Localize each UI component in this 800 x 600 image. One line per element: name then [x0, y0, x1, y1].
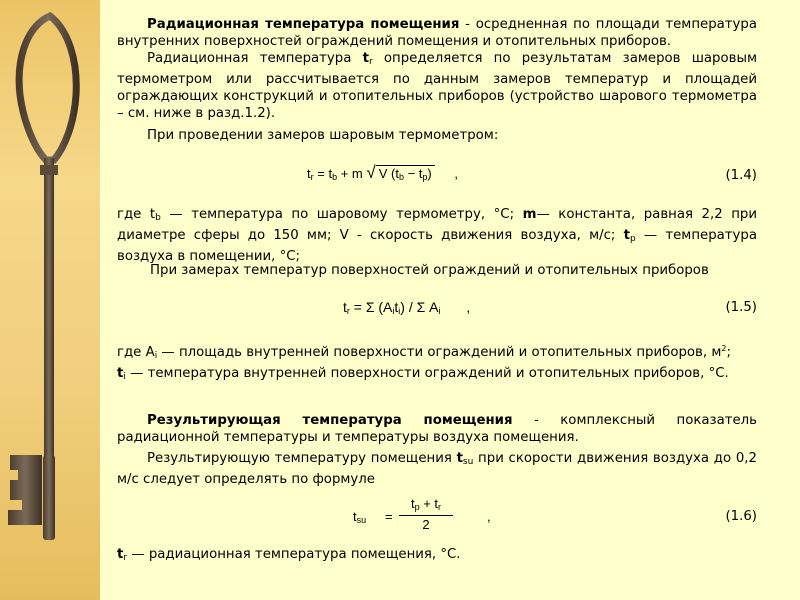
subscript: r — [346, 306, 350, 316]
formula-symbol: t — [343, 299, 347, 315]
key-icon — [0, 0, 100, 600]
formula-symbol: t — [410, 496, 415, 511]
formula-lhs — [353, 509, 366, 525]
equation-number-1-5: (1.5) — [725, 300, 757, 315]
equation-number-1-6: (1.6) — [725, 509, 757, 524]
text-segment: — температура по шаровому термометру, — [160, 207, 494, 222]
subscript: su — [356, 515, 367, 525]
paragraph-globe-measurement: При проведении замеров шаровым термометром: — [147, 128, 499, 143]
formula-1-4 — [307, 163, 458, 183]
subscript: b — [155, 213, 161, 223]
formula-symbol: = t — [313, 166, 333, 181]
term-radiation-temperature: Радиационная температура помещения — [147, 17, 460, 32]
term-resulting-temperature: Результирующая температура помещения — [147, 413, 513, 428]
sqrt-content — [376, 165, 435, 181]
formula-symbol: − t — [403, 166, 423, 181]
formula-symbol: V (t — [378, 166, 399, 181]
text-segment: Результирующую температуру помещения — [147, 451, 457, 466]
formula-symbol: t — [394, 299, 399, 315]
text-segment: определяется по результатам замеров шаровым термометром или рассчитывается по данным замеров температур и площадей ограждающих конструкций и отопительных приборов (устройство шарового термометра – см. ниже в разд.1.2). — [117, 51, 757, 121]
paragraph-radiation-temp-definition — [117, 16, 757, 50]
symbol-t: t — [456, 451, 463, 466]
paragraph-surface-measurement: При замерах температур поверхностей ограждений и отопительных приборов — [150, 263, 709, 278]
paragraph-resulting-temp-formula-intro — [117, 450, 757, 488]
subscript: i — [438, 306, 441, 316]
text-segment: — константа, равная 2,2 при диаметре сферы до 150 мм; V - скорость движения воздуха, м/с; — [117, 207, 758, 243]
symbol-t: t — [117, 547, 124, 562]
subscript: b — [332, 172, 338, 182]
subscript: r — [123, 553, 128, 563]
text-segment: ; — [726, 345, 731, 360]
decorative-sidebar — [0, 0, 100, 600]
text-segment: где A — [117, 345, 155, 360]
sqrt-sign: √ — [366, 163, 376, 182]
symbol-t: t — [623, 228, 630, 243]
definition-text: - комплексный показатель радиационной температуры и температуры воздуха помещения. — [117, 413, 757, 445]
formula-comma: , — [487, 509, 491, 524]
document-page — [100, 0, 800, 600]
paragraph-formula-1-4-legend — [117, 206, 757, 265]
fraction-denominator: 2 — [422, 517, 430, 532]
subscript: i — [392, 306, 395, 316]
subscript: p — [414, 502, 420, 512]
symbol-m: m — [522, 207, 537, 222]
formula-symbol: t — [307, 166, 311, 181]
text-segment: при скорости движения воздуха до 0,2 м/с следует определять по формуле — [117, 451, 757, 487]
subscript: i — [154, 351, 158, 361]
text-segment: °C; — [493, 207, 523, 222]
paragraph-formula-1-5-legend — [117, 340, 737, 386]
subscript: i — [398, 306, 401, 316]
formula-symbol: = Σ (A — [349, 299, 393, 315]
fraction-numerator — [399, 496, 453, 512]
paragraph-formula-1-6-legend — [117, 546, 757, 567]
symbol-t: t — [117, 366, 124, 381]
superscript: 2 — [721, 344, 727, 353]
text-segment: Радиационная температура — [147, 51, 363, 66]
subscript: b — [398, 172, 404, 182]
formula-comma: , — [454, 166, 458, 181]
definition-text: - осредненная по площади температура внутренних поверхностей ограждений помещения и отопительных приборов. — [117, 17, 757, 49]
formula-symbol: + t — [419, 496, 439, 511]
text-segment: — радиационная температура помещения, °С. — [127, 547, 461, 562]
subscript: r — [368, 57, 373, 67]
equation-number-1-4: (1.4) — [725, 168, 757, 183]
text-segment: где t — [117, 207, 156, 222]
text-segment: — температура воздуха в помещении, °C; — [117, 228, 757, 264]
subscript: r — [438, 502, 442, 512]
formula-symbol: + m — [337, 166, 363, 181]
text-segment: — площадь внутренней поверхности ограждений и отопительных приборов, м — [157, 345, 722, 360]
paragraph-resulting-temp-definition — [117, 412, 757, 446]
subscript: p — [422, 172, 428, 182]
subscript: i — [123, 372, 126, 382]
subscript: r — [310, 172, 314, 182]
formula-1-6 — [353, 496, 503, 536]
subscript: p — [629, 234, 636, 244]
formula-1-5 — [343, 299, 470, 316]
formula-symbol: ) — [427, 166, 432, 181]
symbol-t: t — [362, 51, 369, 66]
text-segment: — температура внутренней поверхности ограждений и отопительных приборов, °С. — [125, 366, 729, 381]
fraction-bar — [399, 515, 453, 516]
subscript: su — [462, 457, 474, 467]
paragraph-radiation-temp-method — [117, 50, 757, 122]
formula-symbol: t — [353, 509, 357, 524]
formula-symbol: ) / Σ A — [400, 299, 439, 315]
formula-comma: , — [466, 299, 471, 315]
formula-equals: = — [385, 509, 393, 524]
